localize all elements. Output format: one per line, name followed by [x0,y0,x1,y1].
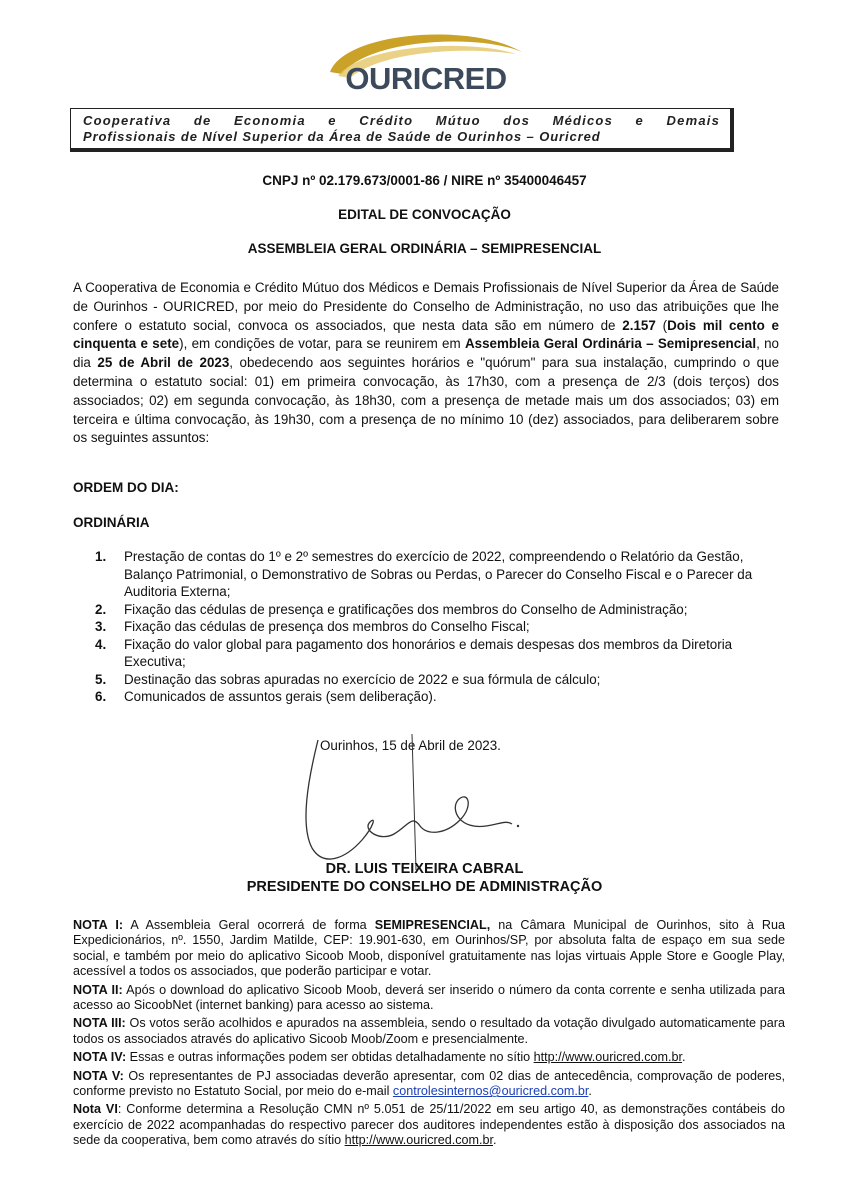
agenda-list [95,548,785,706]
ordinaria-heading: ORDINÁRIA [73,515,150,530]
agenda-item: 1. Prestação de contas do 1º e 2º semestres do exercício de 2022, compreendendo o Relatório da Gestão, Balanço Patrimonial, o Demonstrativo de Sobras ou Perdas, o Parecer do Conselho Fiscal e o Parecer da Auditoria Externa; [95,549,753,599]
cooperative-name-box [70,108,734,152]
document-title: EDITAL DE CONVOCAÇÃO [338,207,511,222]
date-line: Ourinhos, 15 de Abril de 2023. [320,738,501,753]
cooperative-name-line-2: Profissionais de Nível Superior da Área de Saúde de Ourinhos – Ouricred [83,129,601,144]
assembly-date: 25 de Abril de 2023 [97,355,230,371]
ouricred-logo [290,24,560,104]
note-6: Nota VI: Conforme determina a Resolução CMN nº 5.051 de 25/11/2022 em seu artigo 40, as demonstrações contábeis do exercício de 2022 acompanhadas do respectivo parecer dos auditores independentes estão à disposição dos associados na sede da cooperativa, bem como através do sítio http://www.ouricred.com.br. [73,1102,785,1148]
agenda-item: 6. Comunicados de assuntos gerais (sem deliberação). [95,689,437,704]
document-subtitle: ASSEMBLEIA GERAL ORDINÁRIA – SEMIPRESENCIAL [247,241,602,256]
note-5: NOTA V: Os representantes de PJ associadas deverão apresentar, com 02 dias de antecedência, comprovação de poderes, conforme previsto no Estatuto Social, por meio do e-mail controlesinternos@ouricred.com.br. [73,1068,785,1099]
note-2: NOTA II: Após o download do aplicativo Sicoob Moob, deverá ser inserido o número da conta corrente e senha utilizada para acesso ao SicoobNet (internet banking) para acesso ao sistema. [73,982,786,1013]
agenda-item: 3. Fixação das cédulas de presença dos membros do Conselho Fiscal; [95,619,530,634]
website-link[interactable]: http://www.ouricred.com.br [344,1133,494,1148]
signer-role: PRESIDENTE DO CONSELHO DE ADMINISTRAÇÃO [246,879,603,895]
cnpj-line: CNPJ nº 02.179.673/0001-86 / NIRE nº 35400046457 [262,173,587,188]
signer-name: DR. LUIS TEIXEIRA CABRAL [325,861,524,877]
agenda-item: 4. Fixação do valor global para pagamento dos honorários e demais despesas dos membros da Diretoria Executiva; [95,636,733,669]
intro-paragraph: A Cooperativa de Economia e Crédito Mútuo dos Médicos e Demais Profissionais de Nível Superior da Área de Saúde de Ourinhos - OURICRED, por meio do Presidente do Conselho de Administração, no uso das atribuições que lhe confere o estatuto social, convoca os associados, que nesta data são em número de 2.157 (Dois mil cento e cinquenta e sete), em condições de votar, para se reunirem em Assembleia Geral Ordinária – Semipresencial, no dia 25 de Abril de 2023, obedecendo aos seguintes horários e "quórum" para sua instalação, cumprindo o que determina o estatuto social: 01) em primeira convocação, às 17h30, com a presença de 2/3 (dois terços) dos associados; 02) em segunda convocação, às 18h30, com a presença de metade mais um dos associados; 03) em terceira e última convocação, às 19h30, com a presença de no mínimo 10 (dez) associados, para deliberarem sobre os seguintes assuntos: [73,280,780,446]
signature-icon [290,730,550,880]
ordem-do-dia-heading: ORDEM DO DIA: [73,480,179,495]
note-1: NOTA I: A Assembleia Geral ocorrerá de forma SEMIPRESENCIAL, na Câmara Municipal de Ourinhos, sito à Rua Expedicionários, nº. 1550, Jardim Matilde, CEP: 19.901-630, em Ourinhos/SP, por absoluta falta de espaço em sua sede social, e também por meio do aplicativo Sicoob Moob, disponível gratuitamente nas lojas virtuais Apple Store e Google Play, acessível a todos os associados, que poderão participar e votar. [73,918,785,979]
note-3: NOTA III: Os votos serão acolhidos e apurados na assembleia, sendo o resultado da votação divulgado automaticamente para todos os associados através do aplicativo Sicoob Moob/Zoom e presencialmente. [73,1016,785,1046]
agenda-item: 2. Fixação das cédulas de presença e gratificações dos membros do Conselho de Administração; [95,601,688,617]
assembly-name: Assembleia Geral Ordinária – Semipresencial [464,336,757,352]
notes-section [73,918,785,1152]
note-4: NOTA IV: Essas e outras informações podem ser obtidas detalhadamente no sítio http://www.ouricred.com.br. [73,1050,686,1065]
email-link[interactable]: controlesinternos@ouricred.com.br [392,1084,589,1099]
member-count-words: Dois mil cento e cinquenta e sete [73,317,780,352]
cooperative-name-line-1: Cooperativa de Economia e Crédito Mútuo dos Médicos e Demais [83,113,720,128]
agenda-item: 5. Destinação das sobras apuradas no exercício de 2022 e sua fórmula de cálculo; [95,671,601,687]
logo-text: OURICRED [345,61,507,96]
member-count: 2.157 [622,317,656,333]
website-link[interactable]: http://www.ouricred.com.br [533,1050,683,1065]
